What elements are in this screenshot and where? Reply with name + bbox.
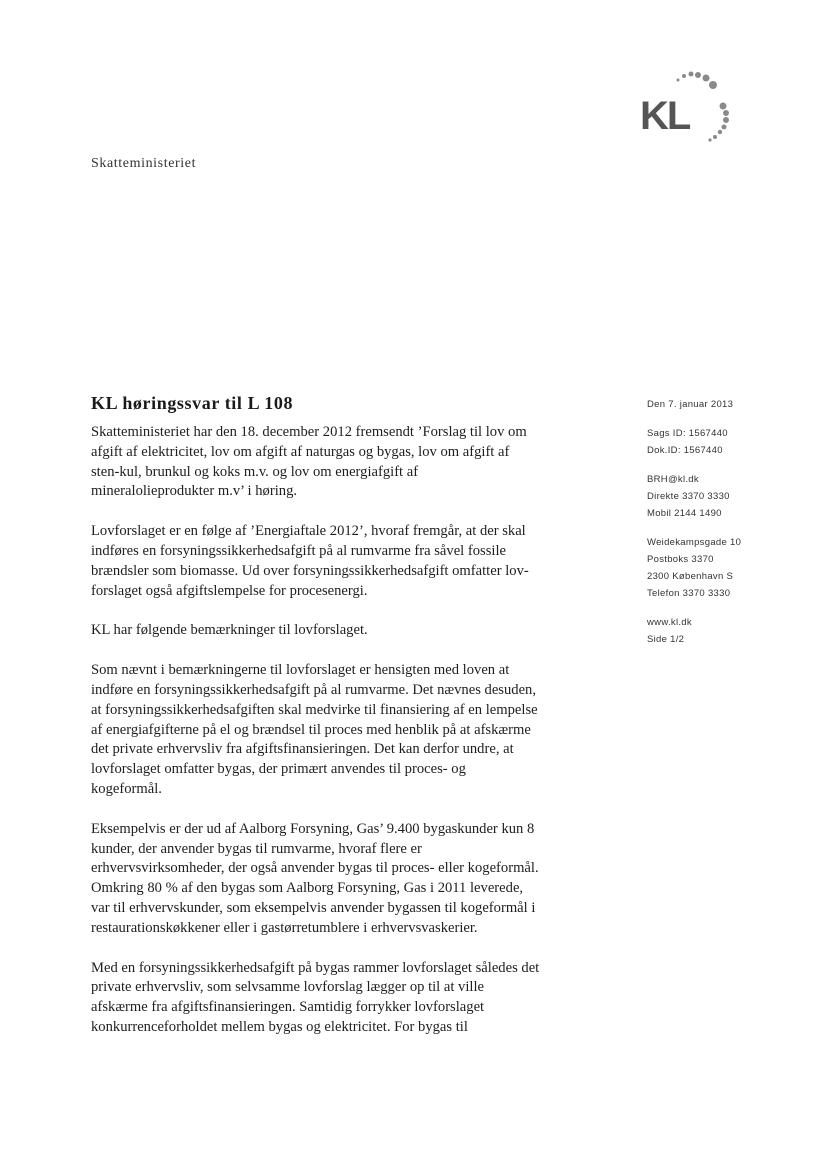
text-line: Lovforslaget er en følge af ’Energiaftale 2012’, hvoraf fremgår, at der skal [91, 523, 526, 540]
address-city: 2300 København S [647, 571, 734, 582]
address-postbox: Postboks 3370 [647, 554, 714, 565]
text-line: KL har følgende bemærkninger til lovforslaget. [91, 622, 368, 639]
id-group [647, 425, 797, 459]
address-group [647, 534, 797, 602]
text-line: kogeformål. [91, 780, 162, 797]
text-line: sten-kul, brunkul og koks m.v. og lov om energiafgift af [91, 463, 419, 480]
text-line: indføre en forsyningssikkerhedsafgift på al rumvarme. Det nævnes desuden, [91, 681, 536, 698]
paragraph-5 [91, 820, 621, 939]
logo-text: KL [640, 94, 690, 138]
text-line: afskærme fra afgiftsfinansieringen. Samtidig forrykker lovforslaget [91, 999, 485, 1016]
text-line: var til erhvervskunder, som eksempelvis anvender bygassen til kogeformål i [91, 899, 536, 916]
paragraph-1 [91, 423, 621, 502]
text-line: af energiafgifterne på el og brændsel til proces med henblik på at afskærme [91, 721, 531, 738]
kl-logo [640, 66, 740, 156]
text-line: mineralolieprodukter m.v’ i høring. [91, 483, 298, 500]
text-line: indføres en forsyningssikkerhedsafgift på al rumvarme fra såvel fossile [91, 542, 506, 559]
text-line: erhvervsvirksomheder, der også anvender bygas til proces- eller kogeformål. [91, 860, 539, 877]
website: www.kl.dk [647, 617, 692, 628]
mobile-phone: Mobil 2144 1490 [647, 508, 722, 519]
text-line: kunder, der anvender bygas til rumvarme, hvoraf flere er [91, 840, 422, 857]
document-title: KL høringssvar til L 108 [91, 393, 294, 413]
text-line: at forsyningssikkerhedsafgiften skal medvirke til finansiering af en lempelse [91, 701, 538, 718]
page-number: Side 1/2 [647, 634, 685, 645]
paragraph-2 [91, 522, 621, 601]
text-line: Med en forsyningssikkerhedsafgift på bygas rammer lovforslaget således det [91, 959, 540, 976]
direct-phone: Direkte 3370 3330 [647, 491, 730, 502]
address-street: Weidekampsgade 10 [647, 537, 742, 548]
paragraph-4 [91, 661, 621, 800]
text-line: lovforslaget omfatter bygas, der primært anvendes til proces- og [91, 761, 466, 778]
text-line: brændsler som biomasse. Ud over forsyningssikkerhedsafgift omfatter lov- [91, 562, 529, 579]
date-group [647, 396, 797, 413]
recipient: Skatteministeriet [91, 156, 197, 171]
text-line: konkurrenceforholdet mellem bygas og elektricitet. For bygas til [91, 1018, 468, 1035]
text-line: afgift af elektricitet, lov om afgift af naturgas og bygas, lov om afgift af [91, 443, 510, 460]
case-id: Sags ID: 1567440 [647, 428, 728, 439]
text-line: det private erhvervsliv fra afgiftsfinansieringen. Det kan derfor undre, at [91, 741, 514, 758]
letter-body [91, 423, 621, 1058]
document-id: Dok.ID: 1567440 [647, 445, 723, 456]
text-line: Eksempelvis er der ud af Aalborg Forsyning, Gas’ 9.400 bygaskunder kun 8 [91, 820, 535, 837]
paragraph-3 [91, 621, 621, 641]
contact-email: BRH@kl.dk [647, 474, 699, 485]
paragraph-6 [91, 959, 621, 1038]
letter-metadata-sidebar [647, 396, 797, 660]
text-line: restaurationskøkkener eller i gastørretumblere i erhvervsvaskerier. [91, 919, 478, 936]
text-line: forslaget også afgiftslempelse for procesenergi. [91, 582, 368, 599]
main-phone: Telefon 3370 3330 [647, 588, 731, 599]
letter-date: Den 7. januar 2013 [647, 399, 734, 410]
text-line: Skatteministeriet har den 18. december 2012 fremsendt ’Forslag til lov om [91, 424, 527, 440]
web-group [647, 614, 797, 648]
text-line: private erhvervsliv, som selvsamme lovforslag lægger op til at ville [91, 979, 484, 996]
text-line: Omkring 80 % af den bygas som Aalborg Forsyning, Gas i 2011 leverede, [91, 880, 524, 897]
contact-group [647, 471, 797, 522]
text-line: Som nævnt i bemærkningerne til lovforslaget er hensigten med loven at [91, 662, 510, 679]
